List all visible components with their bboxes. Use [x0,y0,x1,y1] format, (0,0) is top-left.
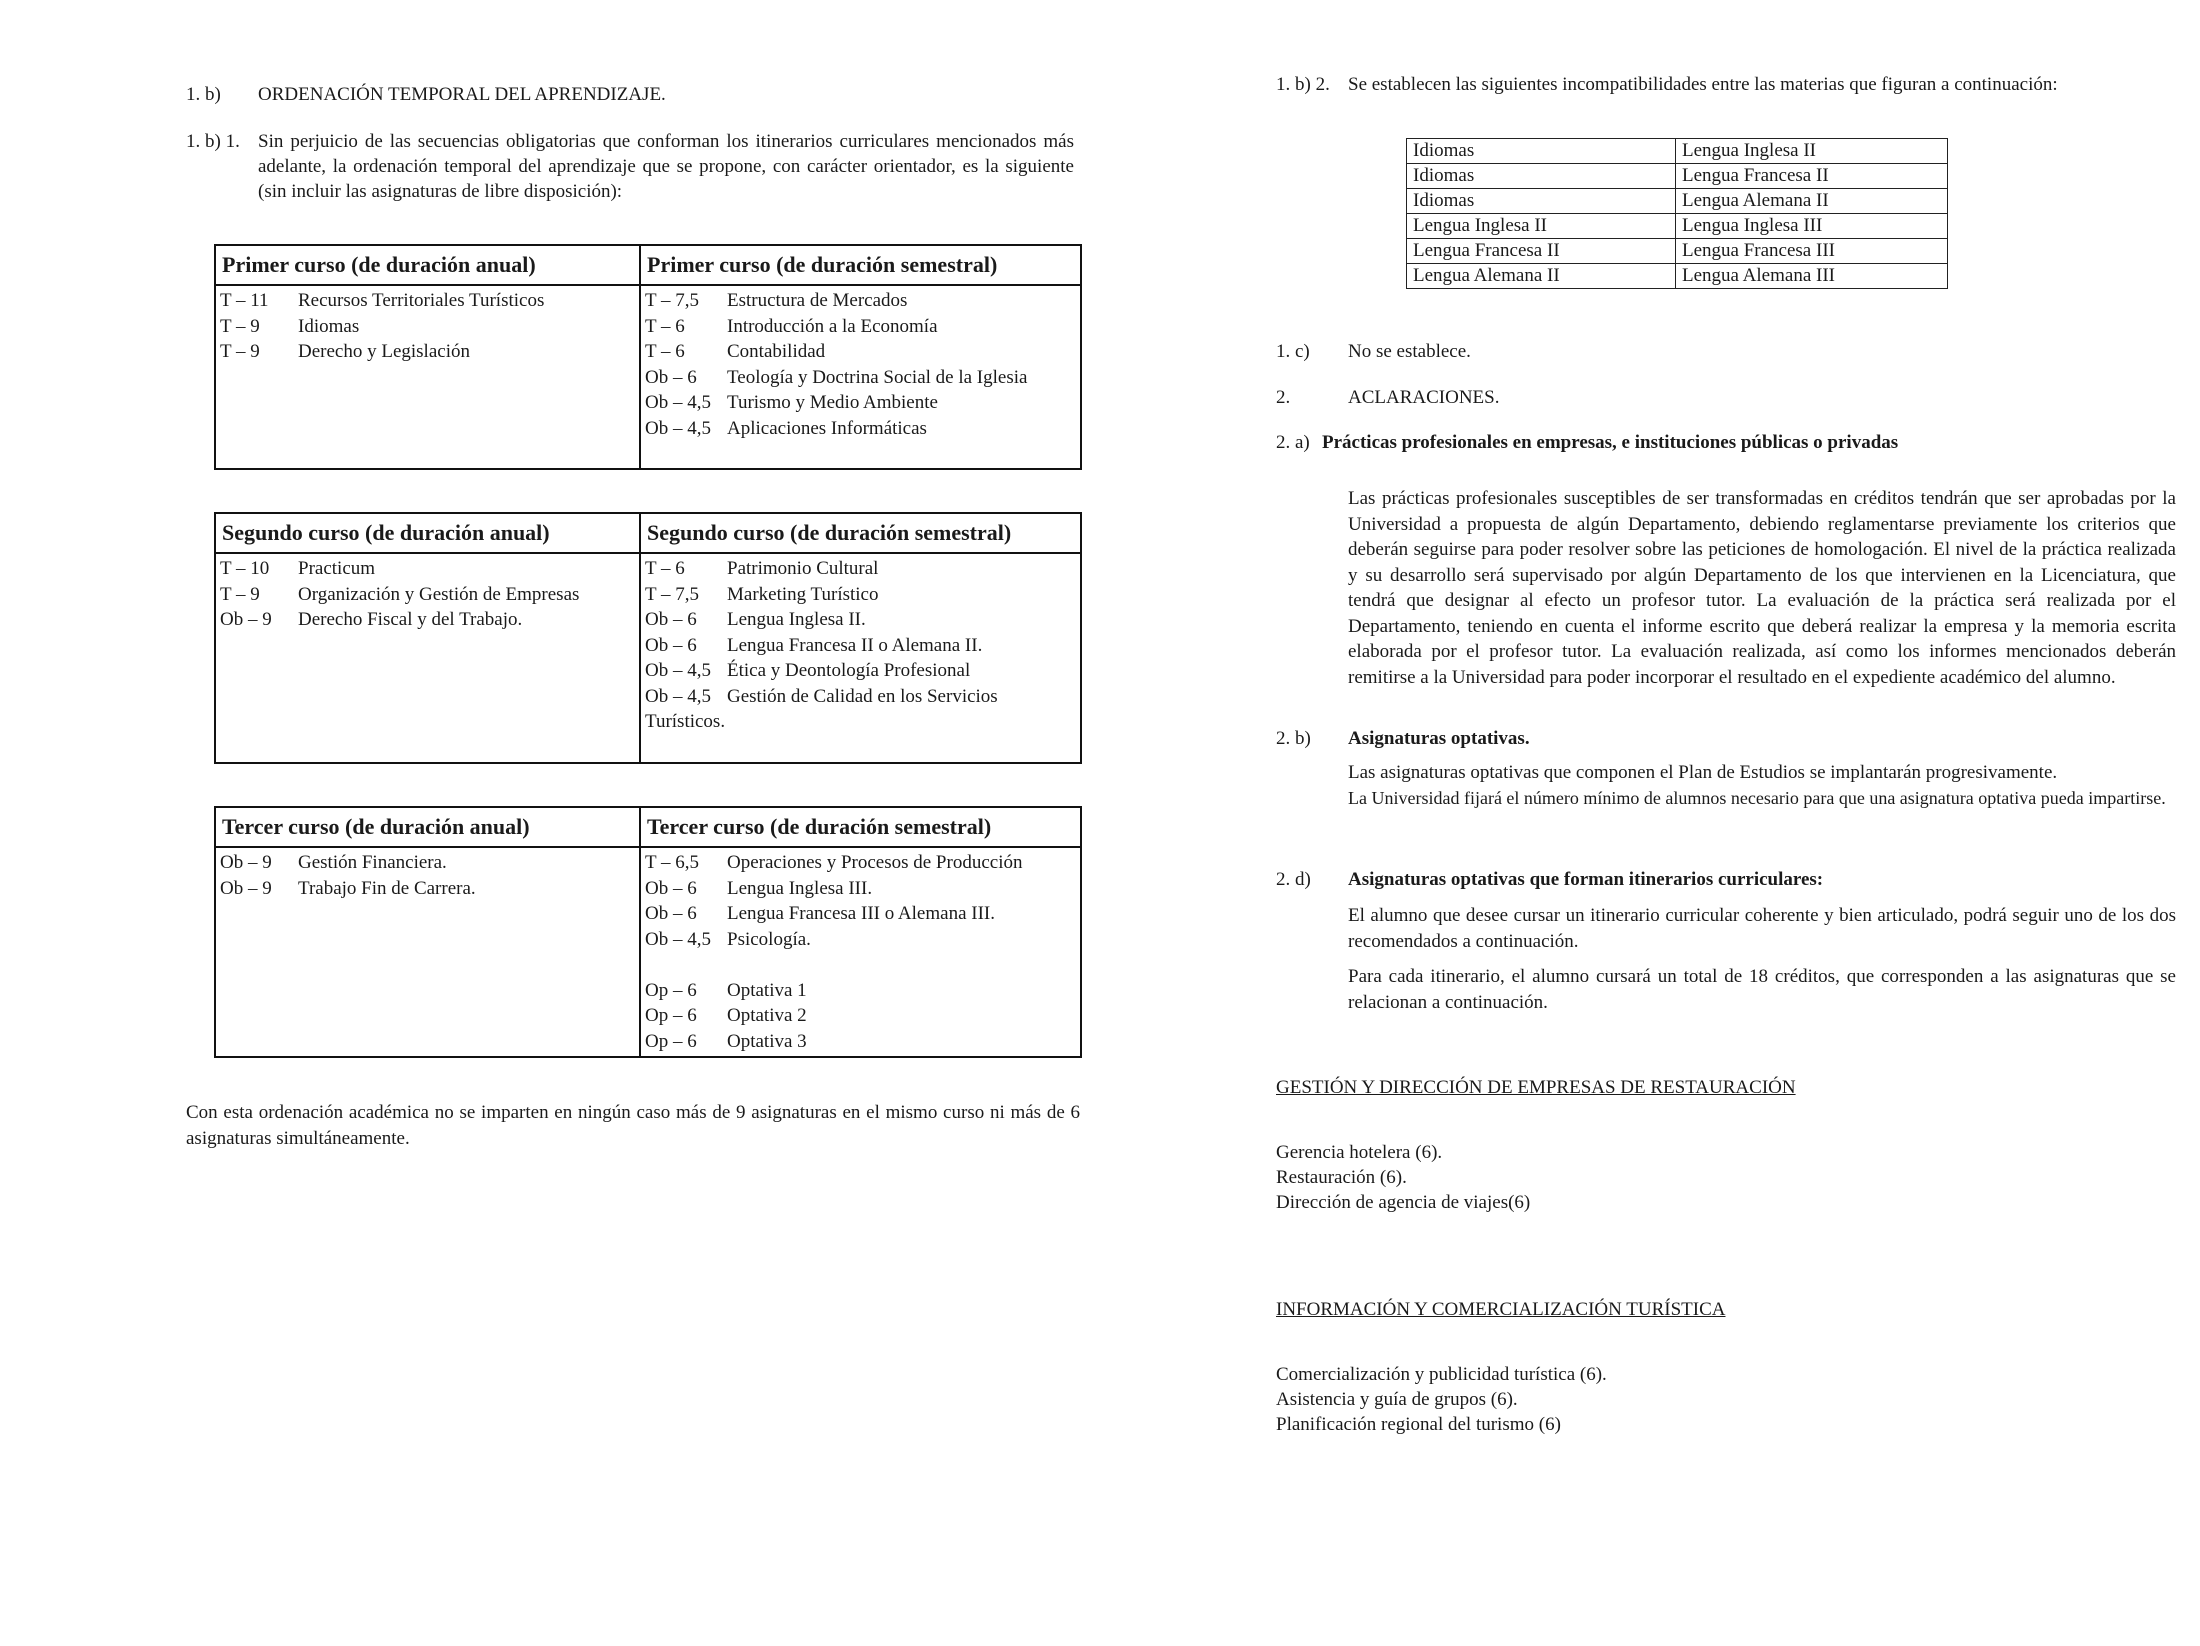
header-semester: Primer curso (de duración semestral) [647,252,998,277]
subject-code: Op – 6 [645,1005,697,1026]
table-row [216,850,639,876]
subject-code: T – 6,5 [645,852,700,873]
table-row [641,876,1080,902]
incompatibilities-intro [1276,72,2176,97]
subject-name: Gestión de Calidad en los Servicios [727,685,998,707]
itinerary-list-informacion [1276,1362,1607,1437]
section-number: 1. c) [1276,341,1310,362]
table-row [641,1029,1080,1055]
table-row [216,876,639,902]
subject-code: T – 9 [220,583,260,605]
table-row [641,314,1080,340]
table-row [216,556,639,582]
subject-code: Ob – 4,5 [645,928,711,950]
subject-name: Lengua Francesa II o Alemana II. [727,634,983,656]
subject-code: Ob – 9 [220,609,272,630]
section-2 [1276,385,1499,410]
table-header [216,808,1080,848]
section-2b-line1: Las asignaturas optativas que componen el Plan de Estudios se implantarán progresivamente. [1348,762,2058,783]
table-cell: Lengua Alemana II [1407,264,1676,289]
table-row [216,607,639,633]
table-cell: Idiomas [1407,139,1676,164]
subject-name: Marketing Turístico [727,583,879,605]
subject-name: Teología y Doctrina Social de la Iglesia [727,366,1028,388]
closing-paragraph: Con esta ordenación académica no se imparten en ningún caso más de 9 asignaturas en el mismo curso ni más de 6 asignaturas simultáneamente. [186,1102,1080,1149]
semester-column [641,848,1080,1056]
list-item: Dirección de agencia de viajes(6) [1276,1192,1531,1213]
itinerary-list-restauracion [1276,1140,1530,1215]
table-row [641,556,1080,582]
table-row [641,416,1080,442]
subject-name: Introducción a la Economía [727,315,938,337]
table-row [641,607,1080,633]
subject-name: Estructura de Mercados [727,290,908,311]
section-title: Asignaturas optativas que forman itinerarios curriculares: [1348,869,1824,890]
table-row [641,288,1080,314]
list-item: Gerencia hotelera (6). [1276,1142,1443,1163]
table-row [641,901,1080,927]
subject-code: T – 9 [220,315,260,337]
list-item: Asistencia y guía de grupos (6). [1276,1389,1518,1410]
table-row-continuation [641,709,1080,735]
subject-name: Contabilidad [727,341,826,362]
table-row [641,390,1080,416]
table-row [641,339,1080,365]
course-table-second [214,512,1082,764]
table-row [1407,214,1948,239]
subject-name: Operaciones y Procesos de Producción [727,852,1023,873]
table-row [641,1003,1080,1029]
section-2d-heading [1276,867,1823,892]
section-2d-p1: El alumno que desee cursar un itinerario curricular coherente y bien articulado, podrá seguir uno de los dos recomendados a continuación. [1348,905,2176,952]
subject-code: Op – 6 [645,1030,697,1052]
header-annual: Tercer curso (de duración anual) [216,808,641,846]
section-2d-p2: Para cada itinerario, el alumno cursará un total de 18 créditos, que corresponden a las asignaturas que se relacionan a continuación. [1348,966,2176,1013]
subject-name: Practicum [298,558,376,579]
subject-code: Ob – 6 [645,903,697,924]
section-title: ACLARACIONES. [1348,387,1500,408]
table-row [641,658,1080,684]
subject-name: Derecho y Legislación [298,341,470,362]
table-cell: Lengua Inglesa II [1407,214,1676,239]
subject-name: Optativa 1 [727,979,807,1001]
table-cell: Lengua Alemana II [1676,189,1948,214]
intro-number: 1. b) 1. [186,131,240,152]
table-row [216,314,639,340]
table-cell: Lengua Francesa II [1676,164,1948,189]
section-title: Asignaturas optativas. [1348,728,1530,749]
table-row [641,582,1080,608]
section-2a-heading [1276,430,1898,455]
section-2b-heading [1276,726,1530,751]
header-semester: Tercer curso (de duración semestral) [647,814,992,839]
intro-text: Sin perjuicio de las secuencias obligatorias que conforman los itinerarios curriculares mencionados más adelante, la ordenación temporal del aprendizaje que se propone, con carácter orientador, es la siguiente (sin incluir las asignaturas de libre disposición): [258,131,1074,202]
subject-name-continuation: Turísticos. [645,711,726,732]
subject-name: Trabajo Fin de Carrera. [298,877,476,899]
table-cell: Lengua Inglesa II [1676,139,1948,164]
subject-code: T – 7,5 [645,290,700,311]
subject-code: Ob – 4,5 [645,392,711,413]
section-number: 2. b) [1276,728,1311,749]
table-cell: Lengua Inglesa III [1676,214,1948,239]
subject-code: Ob – 4,5 [645,417,711,439]
subject-name: Recursos Territoriales Turísticos [298,290,545,311]
subject-code: Op – 6 [645,979,697,1001]
subject-code: T – 6 [645,558,685,579]
subject-name: Lengua Francesa III o Alemana III. [727,903,995,924]
section-number: 1. b) [186,84,221,105]
subject-name: Organización y Gestión de Empresas [298,583,580,605]
subject-name: Derecho Fiscal y del Trabajo. [298,609,523,630]
table-row [1407,164,1948,189]
header-annual: Segundo curso (de duración anual) [216,514,641,552]
section-number: 2. d) [1276,869,1311,890]
subject-code: T – 7,5 [645,583,700,605]
subject-code: T – 6 [645,315,685,337]
section-1c [1276,339,1471,364]
header-semester: Segundo curso (de duración semestral) [647,520,1012,545]
table-cell: Lengua Alemana III [1676,264,1948,289]
table-row [1407,189,1948,214]
section-number: 2. a) [1276,432,1310,453]
section-title: ORDENACIÓN TEMPORAL DEL APRENDIZAJE. [258,84,666,105]
subject-code: Ob – 6 [645,609,697,630]
section-title: Prácticas profesionales en empresas, e instituciones públicas o privadas [1322,432,1899,453]
subject-code: T – 9 [220,341,260,362]
semester-column [641,554,1080,762]
table-row [216,288,639,314]
subject-name: Gestión Financiera. [298,852,447,873]
section-heading-1b [186,84,666,106]
table-cell: Lengua Francesa III [1676,239,1948,264]
incompat-number: 1. b) 2. [1276,74,1330,95]
subject-code: Ob – 9 [220,877,272,899]
subject-code: T – 11 [220,290,269,311]
itinerary-title-informacion: INFORMACIÓN Y COMERCIALIZACIÓN TURÍSTICA [1276,1299,1726,1320]
table-row [641,978,1080,1004]
table-cell: Idiomas [1407,164,1676,189]
table-row [1407,239,1948,264]
subject-code: Ob – 6 [645,634,697,656]
semester-column [641,286,1080,468]
intro-paragraph [186,129,1074,204]
incompatibilities-table [1406,138,1948,289]
table-row [641,927,1080,953]
subject-code: Ob – 6 [645,877,697,899]
subject-code: Ob – 4,5 [645,685,711,707]
subject-name: Patrimonio Cultural [727,558,879,579]
list-item: Planificación regional del turismo (6) [1276,1414,1561,1435]
list-item: Comercialización y publicidad turística (6). [1276,1364,1607,1385]
table-row [641,850,1080,876]
subject-name: Psicología. [727,928,811,950]
incompat-text: Se establecen las siguientes incompatibilidades entre las materias que figuran a continuación: [1348,74,2058,95]
subject-name: Lengua Inglesa II. [727,609,866,630]
course-table-third [214,806,1082,1058]
table-header [216,246,1080,286]
subject-name: Optativa 3 [727,1030,807,1052]
list-item: Restauración (6). [1276,1167,1407,1188]
subject-name: Idiomas [298,315,360,337]
itinerary-title-restauracion: GESTIÓN Y DIRECCIÓN DE EMPRESAS DE RESTAURACIÓN [1276,1077,1796,1098]
annual-column [216,286,641,468]
subject-name: Ética y Deontología Profesional [727,660,971,681]
section-2a-body: Las prácticas profesionales susceptibles de ser transformadas en créditos tendrán que ser aprobadas por la Universidad a propuesta de algún Departamento, debiendo reglamentarse previamente los criterios que deberán seguirse para poder resolver sobre las peticiones de homologación. El nivel de la práctica realizada y su desarrollo será supervisado por algún Departamento de los que intervienen en la Licenciatura, que tendrá que designar al efecto un profesor tutor. La evaluación de la práctica será realizada por el Departamento, teniendo en cuenta el informe escrito que deberá realizar la empresa y la memoria escrita elaborada por el profesor tutor. La evaluación realizada, así como los informes mencionados deberán remitirse a la Universidad para poder incorporar el resultado en el expediente académico del alumno. [1348,488,2176,688]
subject-code: Ob – 4,5 [645,660,711,681]
annual-column [216,848,641,1056]
subject-code: T – 10 [220,558,270,579]
table-row [1407,139,1948,164]
section-2b-line2: La Universidad fijará el número mínimo de alumnos necesario para que una asignatura optativa pueda impartirse. [1348,788,2166,808]
table-row [216,582,639,608]
table-row [641,365,1080,391]
subject-code: Ob – 6 [645,366,697,388]
header-annual: Primer curso (de duración anual) [216,246,641,284]
table-cell: Lengua Francesa II [1407,239,1676,264]
table-row [641,633,1080,659]
subject-code: T – 6 [645,341,685,362]
table-row [1407,264,1948,289]
section-text: No se establece. [1348,341,1471,362]
annual-column [216,554,641,762]
table-cell: Idiomas [1407,189,1676,214]
subject-code: Ob – 9 [220,852,272,873]
subject-name: Turismo y Medio Ambiente [727,392,938,413]
subject-name: Aplicaciones Informáticas [727,417,927,439]
subject-name: Optativa 2 [727,1005,807,1026]
subject-name: Lengua Inglesa III. [727,877,873,899]
table-header [216,514,1080,554]
table-row [216,339,639,365]
table-row [641,684,1080,710]
course-table-first [214,244,1082,470]
section-number: 2. [1276,387,1291,408]
